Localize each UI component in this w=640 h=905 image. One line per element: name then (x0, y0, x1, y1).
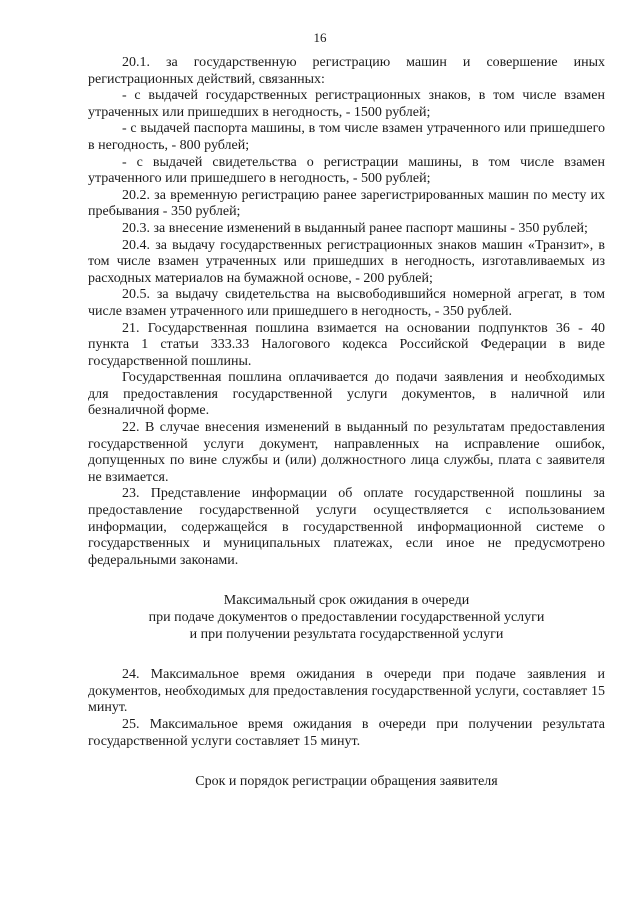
page-number: 16 (313, 30, 327, 45)
paragraph-20-1-a: - с выдачей государственных регистрационных знаков, в том числе взамен утраченных или пришедших в негодность, - 1500 рублей; (88, 88, 605, 120)
section-heading-queue-line-1: Максимальный срок ожидания в очереди (223, 593, 470, 609)
paragraph-23: 23. Представление информации об оплате государственной пошлины за предоставление государственной услуги осуществляется с использованием информации, содержащейся в государственной информационной системе о государственных и муниципальных платежах, если иное не предусмотрено федеральными законами. (88, 486, 605, 568)
paragraph-21: 21. Государственная пошлина взимается на основании подпунктов 36 - 40 пункта 1 статьи 333.33 Налогового кодекса Российской Федерации в виде государственной пошлины. (88, 320, 605, 369)
paragraph-20-4: 20.4. за выдачу государственных регистрационных знаков машин «Транзит», в том числе взамен утраченных или пришедших в негодность, изготавливаемых из расходных материалов на бумажной основе, - 200 рублей; (88, 237, 605, 286)
section-heading-registration: Срок и порядок регистрации обращения заявителя (195, 774, 498, 790)
paragraph-21-payment: Государственная пошлина оплачивается до подачи заявления и необходимых для предоставления государственной услуги документов, в наличной или безналичной форме. (88, 370, 605, 419)
paragraph-25: 25. Максимальное время ожидания в очереди при получении результата государственной услуги составляет 15 минут. (88, 716, 605, 749)
paragraph-20-5: 20.5. за выдачу свидетельства на высвободившийся номерной агрегат, в том числе взамен утраченного или пришедшего в негодность, - 350 рублей. (88, 287, 605, 319)
paragraph-22: 22. В случае внесения изменений в выданный по результатам предоставления государственной услуги документ, направленных на исправление ошибок, допущенных по вине службы и (или) должностного лица службы, плата с заявителя не взимается. (88, 420, 605, 485)
paragraph-20-1-b: - с выдачей паспорта машины, в том числе взамен утраченного или пришедшего в негодность, - 800 рублей; (88, 121, 605, 153)
spacer (88, 750, 605, 774)
paragraph-20-1: 20.1. за государственную регистрацию машин и совершение иных регистрационных действий, связанных: (88, 55, 605, 87)
paragraph-20-2: 20.2. за временную регистрацию ранее зарегистрированных машин по месту их пребывания - 350 рублей; (88, 187, 605, 220)
paragraph-24: 24. Максимальное время ожидания в очереди при подаче заявления и документов, необходимых для предоставления государственной услуги, составляет 15 минут. (88, 667, 605, 716)
document-body (88, 55, 605, 791)
spacer (88, 569, 605, 593)
paragraph-20-1-c: - с выдачей свидетельства о регистрации машины, в том числе взамен утраченного или пришедшего в негодность, - 500 рублей; (88, 154, 605, 187)
spacer (88, 643, 605, 667)
section-heading-queue-line-3: и при получении результата государственной услуги (189, 626, 504, 642)
paragraph-20-3: 20.3. за внесение изменений в выданный ранее паспорт машины - 350 рублей; (122, 220, 588, 236)
section-heading-queue-line-2: при подаче документов о предоставлении государственной услуги (148, 610, 545, 625)
